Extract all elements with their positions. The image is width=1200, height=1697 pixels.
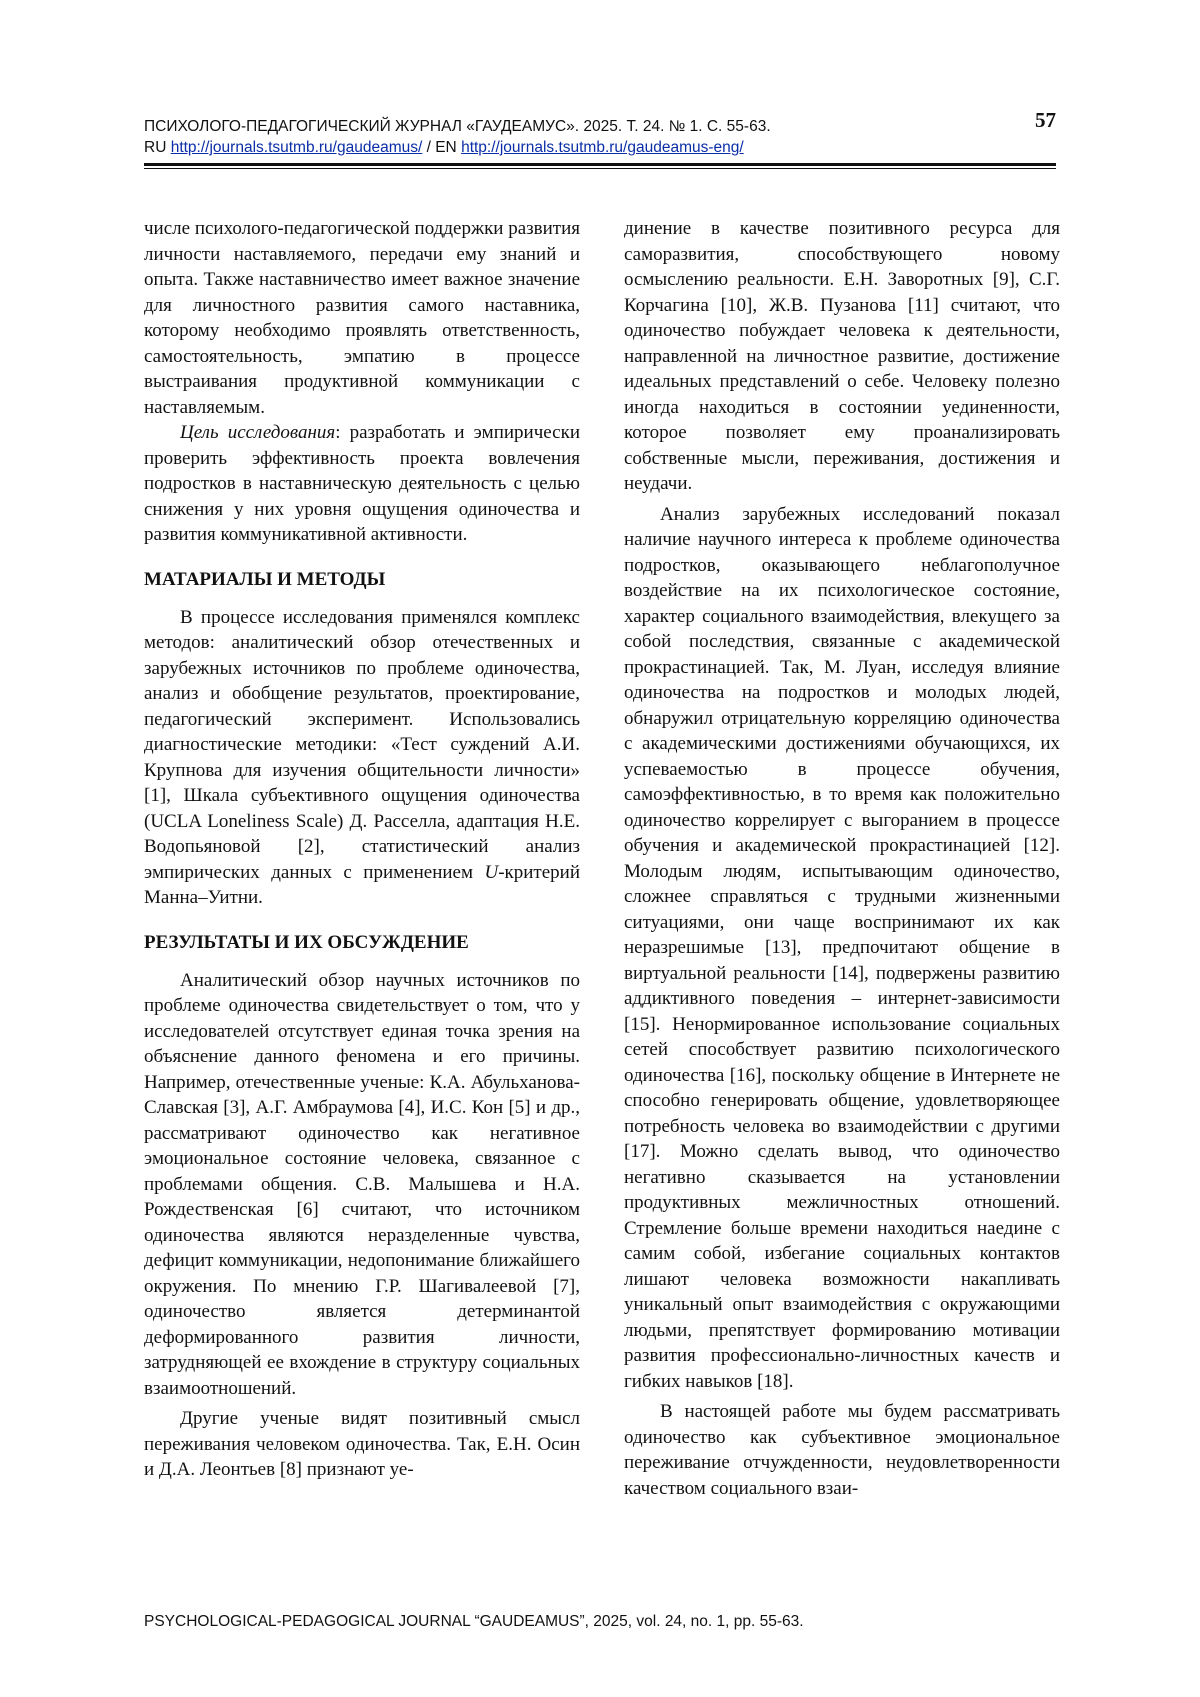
left-paragraph-1: числе психолого-педагогической поддержки развития личности наставляемого, передачи ему знаний и опыта. Также наставничество имеет важное значение для личностного развития самого наставника, которому необходимо проявлять ответственность, самостоятельность, эмпатию в процессе выстраивания продуктивной коммуникации с наставляемым.: [144, 218, 581, 418]
u-italic: U: [484, 861, 499, 883]
ru-label: RU: [144, 139, 167, 156]
left-paragraph-review: Аналитический обзор научных источников по проблеме одиночества свидетельствует о том, что у исследователей отсутствует единая точка зрения на объяснение данного феномена и его причины. Например, отечественные ученые: К.А. Абульханова-Славская [3], А.Г. Амбраумова [4], И.С. Кон [5] и др., рассматривают одиночество как негативное эмоциональное состояние человека, связанное с проблемами общения. С.В. Малышева и Н.А. Рождественская [6] считают, что источником одиночества являются неразделенные чувства, дефицит коммуникации, недопонимание ближайшего окружения. По мнению Г.Р. Шагивалеевой [7], одиночество является детерминантой деформированного развития личности, затрудняющей ее вхождение в структуру социальных взаимоотношений.: [144, 969, 580, 1399]
en-journal-link[interactable]: http://journals.tsutmb.ru/gaudeamus-eng/: [461, 139, 744, 156]
link-separator: / EN: [426, 139, 457, 156]
header-rule-thick: [144, 163, 1056, 166]
methods-text: В процессе исследования применялся комплекс методов: аналитический обзор отечественных и зарубежных источников по проблеме одиночества, анализ и обобщение результатов, проектирование, педагогический эксперимент. Использовались диагностические методики: «Тест суждений А.И. Крупнова для изучения общительности личности» [1], Шкала субъективного ощущения одиночества (UCLA Loneliness Scale) Д. Расселла, адаптация Н.Е. Водопьяновой [2], статистический анализ эмпирических данных с применением: [144, 606, 580, 883]
running-footer: PSYCHOLOGICAL-PEDAGOGICAL JOURNAL “GAUDEAMUS”, 2025, vol. 24, no. 1, pp. 55-63.: [144, 1613, 804, 1630]
section-heading-results: РЕЗУЛЬТАТЫ И ИХ ОБСУЖДЕНИЕ: [144, 931, 469, 953]
left-paragraph-aim: [144, 420, 580, 548]
journal-title-line: ПСИХОЛОГО-ПЕДАГОГИЧЕСКИЙ ЖУРНАЛ «ГАУДЕАМУС». 2025. Т. 24. № 1. С. 55-63.: [144, 118, 771, 135]
right-paragraph-1: динение в качестве позитивного ресурса для саморазвития, способствующего новому осмыслению реальности. Е.Н. Заворотных [9], С.Г. Корчагина [10], Ж.В. Пузанова [11] считают, что одиночество побуждает человека к деятельности, направленной на личностное развитие, достижение идеальных представлений о себе. Человеку полезно иногда находиться в состоянии уединенности, которое позволяет ему проанализировать собственные мысли, переживания, достижения и неудачи.: [624, 218, 1060, 494]
section-heading-methods: МАТАРИАЛЫ И МЕТОДЫ: [144, 568, 386, 590]
right-paragraph-foreign-studies: Анализ зарубежных исследований показал наличие научного интереса к проблеме одиночества подростков, оказывающего неблагополучное воздействие на их психологическое состояние, характер социального взаимодействия, влекущего за собой последствия, связанные с академической прокрастинацией. Так, М. Луан, исследуя влияние одиночества на подростков и молодых людей, обнаружил отрицательную корреляцию одиночества с академическими достижениями обучающихся, их успеваемостью в процессе обучения, самоэффективностью, в то время как положительно одиночество коррелирует с выгоранием в процессе обучения и академической прокрастинацией [12]. Молодым людям, испытывающим одиночество, сложнее справляться с трудными жизненными ситуациями, они чаще воспринимают их как неразрешимые [13], предпочитают общение в виртуальной реальности [14], подвержены развитию аддиктивного поведения – интернет-зависимости [15]. Ненормированное использование социальных сетей способствует развитию психологического одиночества [16], поскольку общение в Интернете не способно генерировать общение, удовлетворяющее потребность человека во взаимодействии с другими [17]. Можно сделать вывод, что одиночество негативно сказывается на установлении продуктивных межличностных отношений. Стремление больше времени находиться наедине с самим собой, избегание социальных контактов лишают человека возможности накапливать уникальный опыт взаимодействия с окружающими людьми, препятствует формированию мотивации развития профессионально-личностных качеств и гибких навыков [18].: [624, 503, 1060, 1392]
right-paragraph-present-work: В настоящей работе мы будем рассматривать одиночество как субъективное эмоциональное переживание отчужденности, неудовлетворенности качеством социального взаи-: [624, 1401, 1060, 1499]
left-paragraph-other-scholars: Другие ученые видят позитивный смысл переживания человеком одиночества. Так, Е.Н. Осин и Д.А. Леонтьев [8] признают уе-: [144, 1408, 580, 1480]
ru-journal-link[interactable]: http://journals.tsutmb.ru/gaudeamus/: [170, 139, 423, 156]
aim-label: Цель исследования: [180, 422, 336, 443]
left-column: [144, 216, 580, 1483]
aim-text: : разработать и эмпирически проверить эффективность проекта вовлечения подростков в наставническую деятельность с целью снижения у них уровня ощущения одиночества и развития коммуникативной активности.: [144, 422, 580, 545]
journal-links-line: [144, 137, 1056, 158]
header-rule-thin: [144, 168, 1056, 169]
left-paragraph-methods: [144, 605, 580, 911]
methods-text-end: -критерий Манна–Уитни.: [144, 861, 580, 908]
running-header: [144, 108, 1056, 158]
page-number: 57: [1035, 108, 1056, 132]
right-column: [624, 216, 1060, 1501]
